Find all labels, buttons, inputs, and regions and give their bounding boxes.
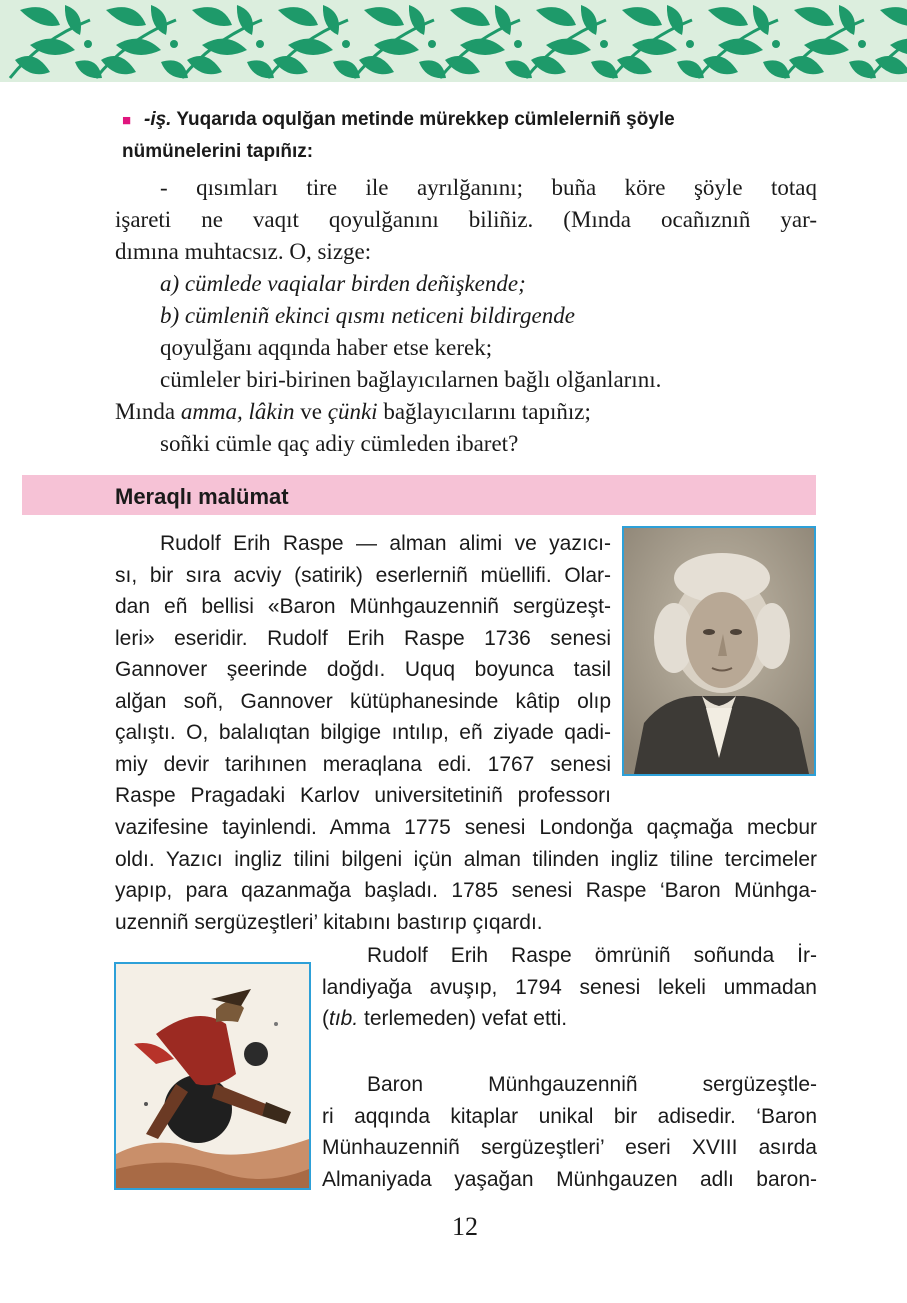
decorative-floral-banner — [0, 0, 907, 82]
body-line-conjunctions — [115, 396, 817, 428]
leaf-ornament-icon — [10, 5, 102, 78]
info-text-wrapped — [115, 528, 611, 812]
info-line: Münhauzenniñ sergüzeştleri’ eseri XVIII asırda — [322, 1136, 817, 1159]
leaf-ornament-icon — [698, 5, 790, 78]
info-text-baron — [322, 1069, 817, 1195]
info-line: sı, bir sıra acviy (satirik) eserlerniñ müellifi. Olar- — [115, 563, 611, 587]
info-title: Meraqlı malümat — [115, 484, 289, 509]
italic-conjunctions: amma, lâkin — [180, 399, 295, 424]
body-line: cümleler biri-birinen bağlayıcılarnen bağlı olğanlarını. — [160, 367, 662, 392]
info-line: ri aqqında kitaplar unikal bir adisedir. ‘Baron — [322, 1104, 817, 1128]
italic-conjunction: çünki — [327, 399, 378, 424]
page-number: 12 — [452, 1212, 478, 1241]
info-line: çalıştı. O, balalıqtan bilgige ıntılıp, eñ ziyade qadi- — [115, 721, 611, 744]
info-line: Rudolf Erih Raspe — alman alimi ve yazıcı- — [160, 532, 611, 555]
leaf-ornament-icon — [96, 5, 188, 78]
text-fragment: ( — [322, 1007, 329, 1030]
bullet-square-icon: ■ — [122, 112, 132, 129]
exercise-body — [115, 172, 817, 460]
info-line: miy devir tarihınen meraqlana edi. 1767 senesi — [115, 752, 611, 776]
text-fragment: Mında — [115, 399, 181, 424]
leaf-ornament-icon — [784, 5, 876, 78]
leaf-ornament-icon — [526, 5, 618, 78]
leaf-ornament-icon — [268, 5, 360, 78]
body-line-item-b: b) cümleniñ ekinci qısmı neticeni bildirgende — [160, 303, 575, 328]
info-line: yapıp, para qazanmağa başladı. 1785 senesi Raspe ‘Baron Münhga- — [115, 879, 817, 902]
task-line-2: nümünelerini tapıñız: — [122, 141, 314, 162]
info-line: Gannover şeerinde doğdı. Uquq boyunca tasil — [115, 658, 611, 681]
baron-cannonball-illustration — [114, 962, 311, 1190]
task-line-1: Yuqarıda oqulğan metinde mürekkep cümlelerniñ şöyle — [176, 109, 675, 130]
leaf-ornament-icon — [354, 5, 446, 78]
info-line: alğan soñ, Gannover kütüphanesinde kâtip olıp — [115, 689, 611, 713]
leaf-ornament-icon — [440, 5, 532, 78]
body-line: qoyulğanı aqqında haber etse kerek; — [160, 335, 493, 360]
leaf-ornament-icon — [182, 5, 274, 78]
body-line-item-a: a) cümlede vaqialar birden deñişkende; — [160, 271, 526, 296]
info-text-full — [115, 812, 817, 938]
task-instruction — [122, 104, 802, 167]
text-fragment: ve — [294, 399, 328, 424]
portrait-image — [622, 526, 816, 776]
leaf-ornament-icon — [612, 5, 704, 78]
info-line: leri» eseridir. Rudolf Erih Raspe 1736 senesi — [115, 626, 611, 650]
info-line: landiyağa avuşıp, 1794 senesi lekeli ummadan — [322, 975, 817, 999]
task-marker: -iş. — [144, 109, 172, 130]
info-text-death — [322, 940, 817, 1035]
info-line — [322, 1003, 817, 1035]
info-line: oldı. Yazıcı ingliz tilini bilgeni içün alman tilinden ingliz tiline tercimeler — [115, 847, 817, 871]
body-line: işareti ne vaqıt qoyulğanını biliñiz. (Mında ocañıznıñ yar- — [115, 207, 817, 232]
info-line: Almaniyada yaşağan Münhgauzen adlı baron- — [322, 1167, 817, 1191]
body-line: - qısımları tire ile ayrılğanını; buña köre şöyle totaq — [160, 175, 817, 200]
abbreviation: tıb. — [329, 1007, 359, 1030]
info-line: Rudolf Erih Raspe ömrüniñ soñunda İr- — [367, 944, 817, 967]
text-fragment: bağlayıcılarını tapıñız; — [377, 399, 591, 424]
info-line: Raspe Pragadaki Karlov universitetiniñ professorı — [115, 784, 611, 807]
leaf-ornament-icon — [870, 5, 907, 78]
info-line: uzenniñ sergüzeştleri’ kitabını bastırıp çıqardı. — [115, 910, 543, 934]
info-line: dan eñ bellisi «Baron Münhgauzenniñ sergüzeşt- — [115, 595, 611, 618]
body-line: dımına muhtacsız. O, sizge: — [115, 239, 372, 264]
info-line: vazifesine tayinlendi. Amma 1775 senesi Londonğa qaçmağa mecbur — [115, 816, 817, 839]
body-line: soñki cümle qaç adiy cümleden ibaret? — [160, 431, 519, 456]
info-line: Baron Münhgauzenniñ sergüzeştle- — [367, 1073, 817, 1096]
text-fragment: terlemeden) vefat etti. — [358, 1007, 568, 1030]
